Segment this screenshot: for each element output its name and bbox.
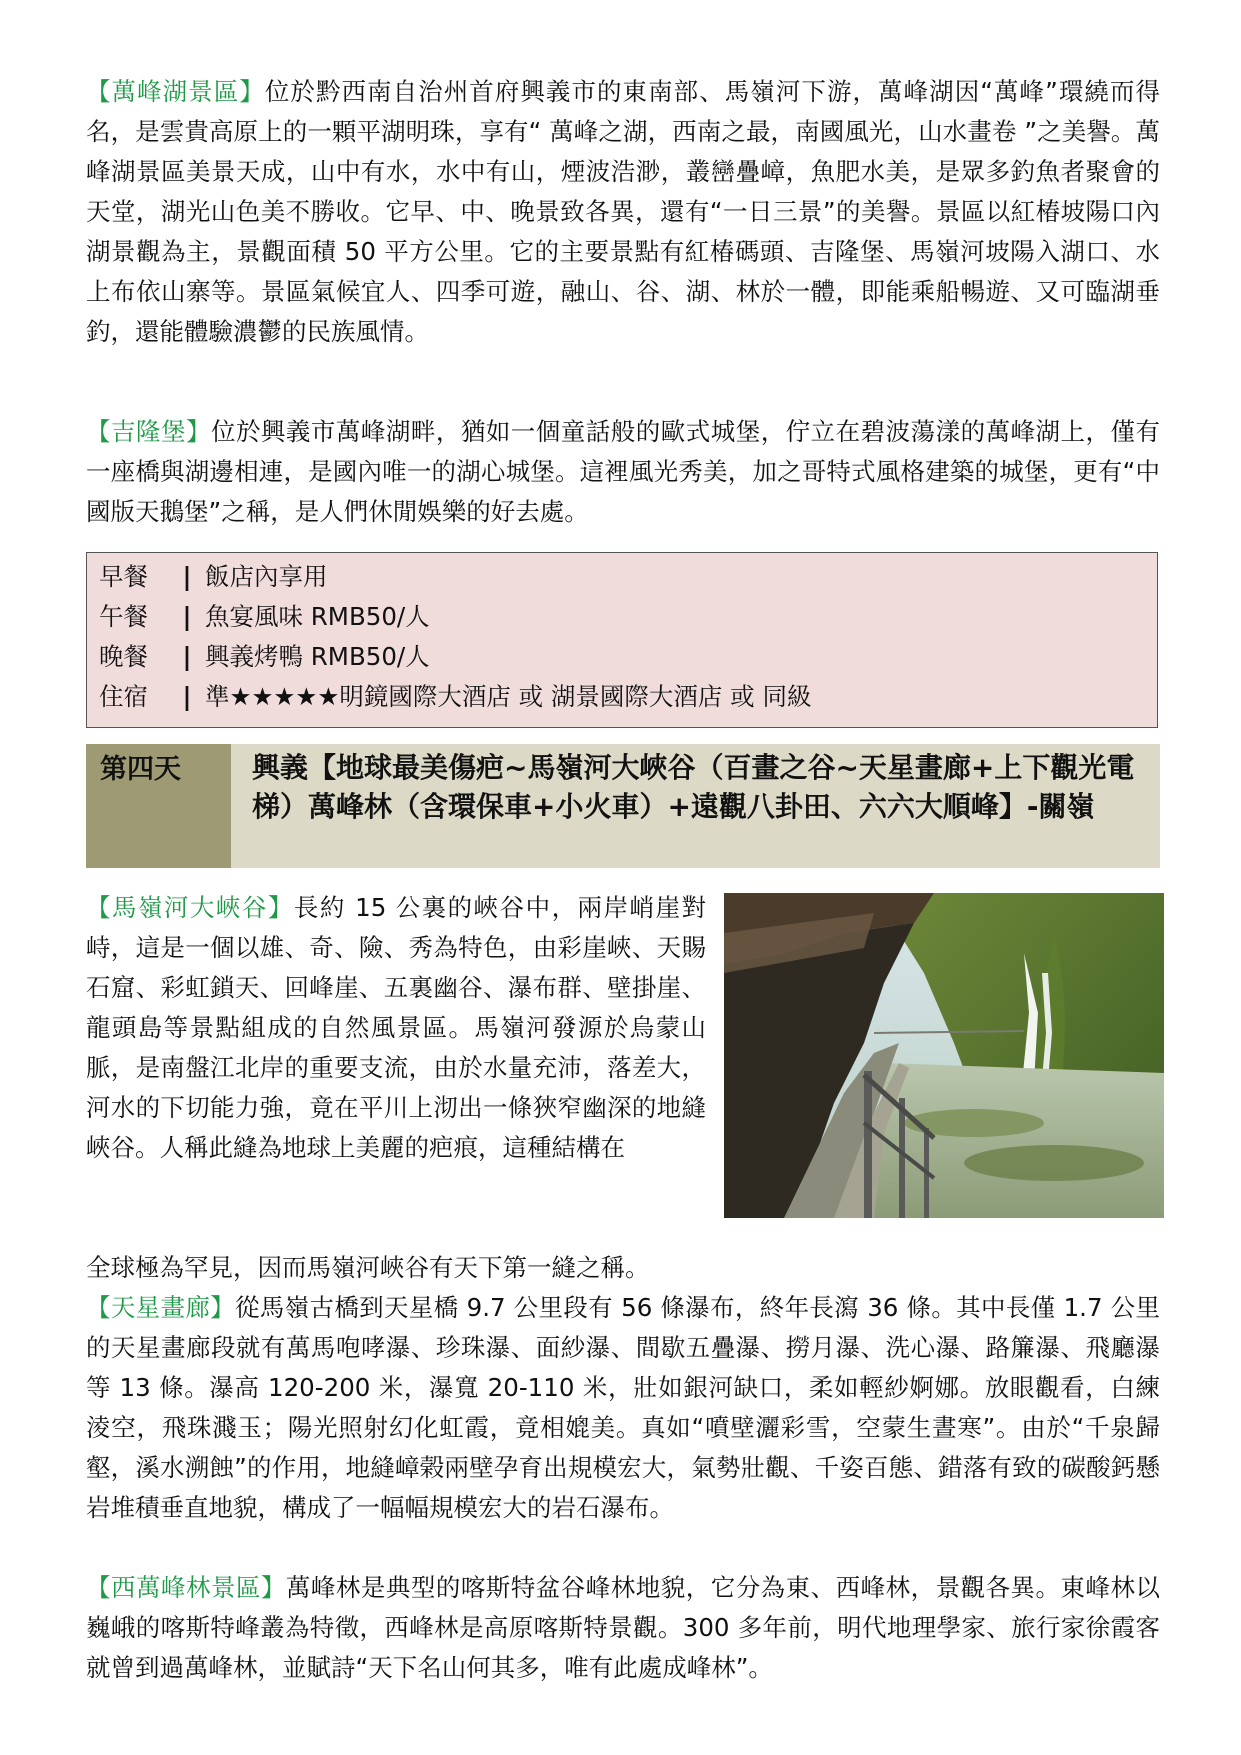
- section-text-west-wanfeng-forest: 萬峰林是典型的喀斯特盆谷峰林地貌，它分為東、西峰林，景觀各異。東峰林以巍峨的喀斯特峰叢為特徵，西峰林是高原喀斯特景觀。300 多年前，明代地理學家、旅行家徐霞客就曾到過萬峰林，並賦詩“天下名山何其多，唯有此處成峰林”。: [86, 1573, 1160, 1682]
- meal-separator: |: [182, 562, 192, 591]
- meal-row-lunch: [99, 597, 1145, 637]
- meal-row-breakfast: [99, 557, 1145, 597]
- canyon-photo: [724, 893, 1164, 1218]
- meal-label: 早餐: [99, 562, 148, 591]
- section-tag-tianxing-gallery: 【天星畫廊】: [86, 1293, 235, 1322]
- meal-value: 魚宴風味 RMB50/人: [205, 602, 430, 631]
- paragraph-wanfeng-lake: [86, 72, 1160, 352]
- section-text-wanfeng-lake: 位於黔西南自治州首府興義市的東南部、馬嶺河下游，萬峰湖因“萬峰”環繞而得名，是雲貴高原上的一顆平湖明珠，享有“ 萬峰之湖，西南之最，南國風光，山水畫卷 ”之美譽。萬峰湖景區美景天成，山中有水，水中有山，煙波浩渺，叢巒疊嶂，魚肥水美，是眾多釣魚者聚會的天堂，湖光山色美不勝收。它早、中、晚景致各異，還有“一日三景”的美譽。景區以紅椿坡陽口內湖景觀為主，景觀面積 50 平方公里。它的主要景點有紅椿碼頭、吉隆堡、馬嶺河坡陽入湖口、水上布依山寨等。景區氣候宜人、四季可遊，融山、谷、湖、林於一體，即能乘船暢遊、又可臨湖垂釣，還能體驗濃鬱的民族風情。: [86, 77, 1160, 346]
- day-label: 第四天: [100, 754, 181, 785]
- meal-separator: |: [182, 642, 192, 671]
- paragraph-west-wanfeng-forest: [86, 1568, 1160, 1688]
- day-label-cell: [86, 744, 231, 868]
- section-tag-west-wanfeng-forest: 【西萬峰林景區】: [86, 1573, 286, 1602]
- paragraph-tianxing-gallery: [86, 1288, 1160, 1528]
- section-tag-jilong-castle: 【吉隆堡】: [86, 417, 211, 446]
- section-text-jilong-castle: 位於興義市萬峰湖畔，猶如一個童話般的歐式城堡，佇立在碧波蕩漾的萬峰湖上，僅有一座橋與湖邊相連，是國內唯一的湖心城堡。這裡風光秀美，加之哥特式風格建築的城堡，更有“中國版天鵝堡”之稱，是人們休閒娛樂的好去處。: [86, 417, 1161, 526]
- paragraph-jilong-castle: [86, 412, 1160, 532]
- meal-value: 飯店內享用: [205, 562, 328, 591]
- paragraph-maling-canyon-last-line: 全球極為罕見，因而馬嶺河峽谷有天下第一縫之稱。: [86, 1253, 650, 1282]
- meal-row-lodging: [99, 677, 1145, 717]
- canyon-photo-illustration: [724, 893, 1164, 1218]
- day-header-bar: [86, 744, 1160, 868]
- meal-row-dinner: [99, 637, 1145, 677]
- section-text-tianxing-gallery: 從馬嶺古橋到天星橋 9.7 公里段有 56 條瀑布，終年長瀉 36 條。其中長僅 1.7 公里的天星畫廊段就有萬馬咆哮瀑、珍珠瀑、面紗瀑、間歇五疊瀑、撈月瀑、洗心瀑、路簾瀑、飛廳瀑等 13 條。瀑高 120-200 米，瀑寬 20-110 米，壯如銀河缺口，柔如輕紗婀娜。放眼觀看，白練淩空，飛珠濺玉；陽光照射幻化虹霞，竟相媲美。真如“噴壁灑彩雪，空蒙生晝寒”。由於“千泉歸壑，溪水溯蝕”的作用，地縫嶂榖兩壁孕育出規模宏大，氣勢壯觀、千姿百態、錯落有致的碳酸鈣懸岩堆積垂直地貌，構成了一幅幅規模宏大的岩石瀑布。: [86, 1293, 1161, 1522]
- meal-label: 晚餐: [99, 642, 148, 671]
- section-tag-maling-canyon: 【馬嶺河大峽谷】: [86, 893, 294, 922]
- meal-value: 準★★★★★明鏡國際大酒店 或 湖景國際大酒店 或 同級: [205, 682, 812, 711]
- meal-value: 興義烤鴨 RMB50/人: [205, 642, 430, 671]
- section-tag-wanfeng-lake: 【萬峰湖景區】: [86, 77, 265, 106]
- meal-label: 午餐: [99, 602, 148, 631]
- day-title: 興義【地球最美傷疤~馬嶺河大峽谷（百畫之谷~天星畫廊+上下觀光電梯）萬峰林（含環保車+小火車）+遠觀八卦田、六六大順峰】-關嶺: [252, 751, 1135, 823]
- meal-separator: |: [182, 682, 192, 711]
- paragraph-maling-canyon: [86, 888, 706, 1168]
- meal-label: 住宿: [99, 682, 148, 711]
- section-text-maling-canyon: 長約 15 公裏的峽谷中，兩岸峭崖對峙，這是一個以雄、奇、險、秀為特色，由彩崖峽、天賜石窟、彩虹鎖天、回峰崖、五裏幽谷、瀑布群、壁掛崖、龍頭島等景點組成的自然風景區。馬嶺河發源於烏蒙山脈，是南盤江北岸的重要支流，由於水量充沛，落差大，河水的下切能力強，竟在平川上沏出一條狹窄幽深的地縫峽谷。人稱此縫為地球上美麗的疤痕，這種結構在: [86, 893, 707, 1162]
- meal-separator: |: [182, 602, 192, 631]
- meal-info-box: [86, 552, 1158, 728]
